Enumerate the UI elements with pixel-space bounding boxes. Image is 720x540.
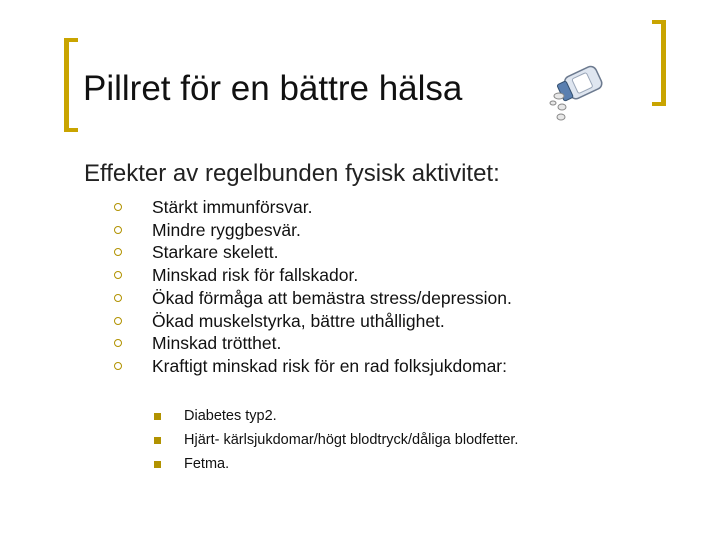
effects-list bbox=[114, 196, 512, 378]
slide-title: Pillret för en bättre hälsa bbox=[83, 69, 463, 108]
list-item bbox=[114, 264, 512, 287]
list-item-text: Starkare skelett. bbox=[152, 242, 279, 263]
ring-bullet-icon bbox=[114, 362, 122, 370]
list-item bbox=[114, 332, 512, 355]
sub-list-item bbox=[154, 452, 518, 476]
left-bracket-decoration bbox=[64, 38, 78, 132]
ring-bullet-icon bbox=[114, 317, 122, 325]
right-bracket-decoration bbox=[652, 20, 666, 106]
list-item-text: Kraftigt minskad risk för en rad folksjukdomar: bbox=[152, 355, 507, 376]
sub-list-item-text: Diabetes typ2. bbox=[184, 408, 277, 424]
sub-list-item bbox=[154, 404, 518, 428]
list-item bbox=[114, 241, 512, 264]
ring-bullet-icon bbox=[114, 226, 122, 234]
list-item-text: Mindre ryggbesvär. bbox=[152, 219, 301, 240]
list-item bbox=[114, 310, 512, 333]
list-item bbox=[114, 196, 512, 219]
list-item-text: Minskad trötthet. bbox=[152, 333, 282, 354]
list-item bbox=[114, 355, 512, 378]
list-item bbox=[114, 287, 512, 310]
ring-bullet-icon bbox=[114, 248, 122, 256]
sub-list-item-text: Fetma. bbox=[184, 456, 230, 472]
list-item-text: Ökad förmåga att bemästra stress/depression. bbox=[152, 287, 512, 308]
list-item-text: Ökad muskelstyrka, bättre uthållighet. bbox=[152, 310, 445, 331]
ring-bullet-icon bbox=[114, 294, 122, 302]
ring-bullet-icon bbox=[114, 203, 122, 211]
square-bullet-icon bbox=[154, 437, 161, 444]
list-item-text: Stärkt immunförsvar. bbox=[152, 197, 313, 217]
square-bullet-icon bbox=[154, 461, 161, 468]
list-item-text: Minskad risk för fallskador. bbox=[152, 265, 359, 286]
subheading: Effekter av regelbunden fysisk aktivitet: bbox=[84, 160, 500, 187]
ring-bullet-icon bbox=[114, 339, 122, 347]
sub-list-item bbox=[154, 428, 518, 452]
pill-bottle-icon bbox=[545, 56, 615, 126]
square-bullet-icon bbox=[154, 413, 161, 420]
ring-bullet-icon bbox=[114, 271, 122, 279]
list-item bbox=[114, 219, 512, 242]
diseases-sublist bbox=[154, 404, 518, 476]
sub-list-item-text: Hjärt- kärlsjukdomar/högt blodtryck/dåliga blodfetter. bbox=[184, 432, 519, 448]
